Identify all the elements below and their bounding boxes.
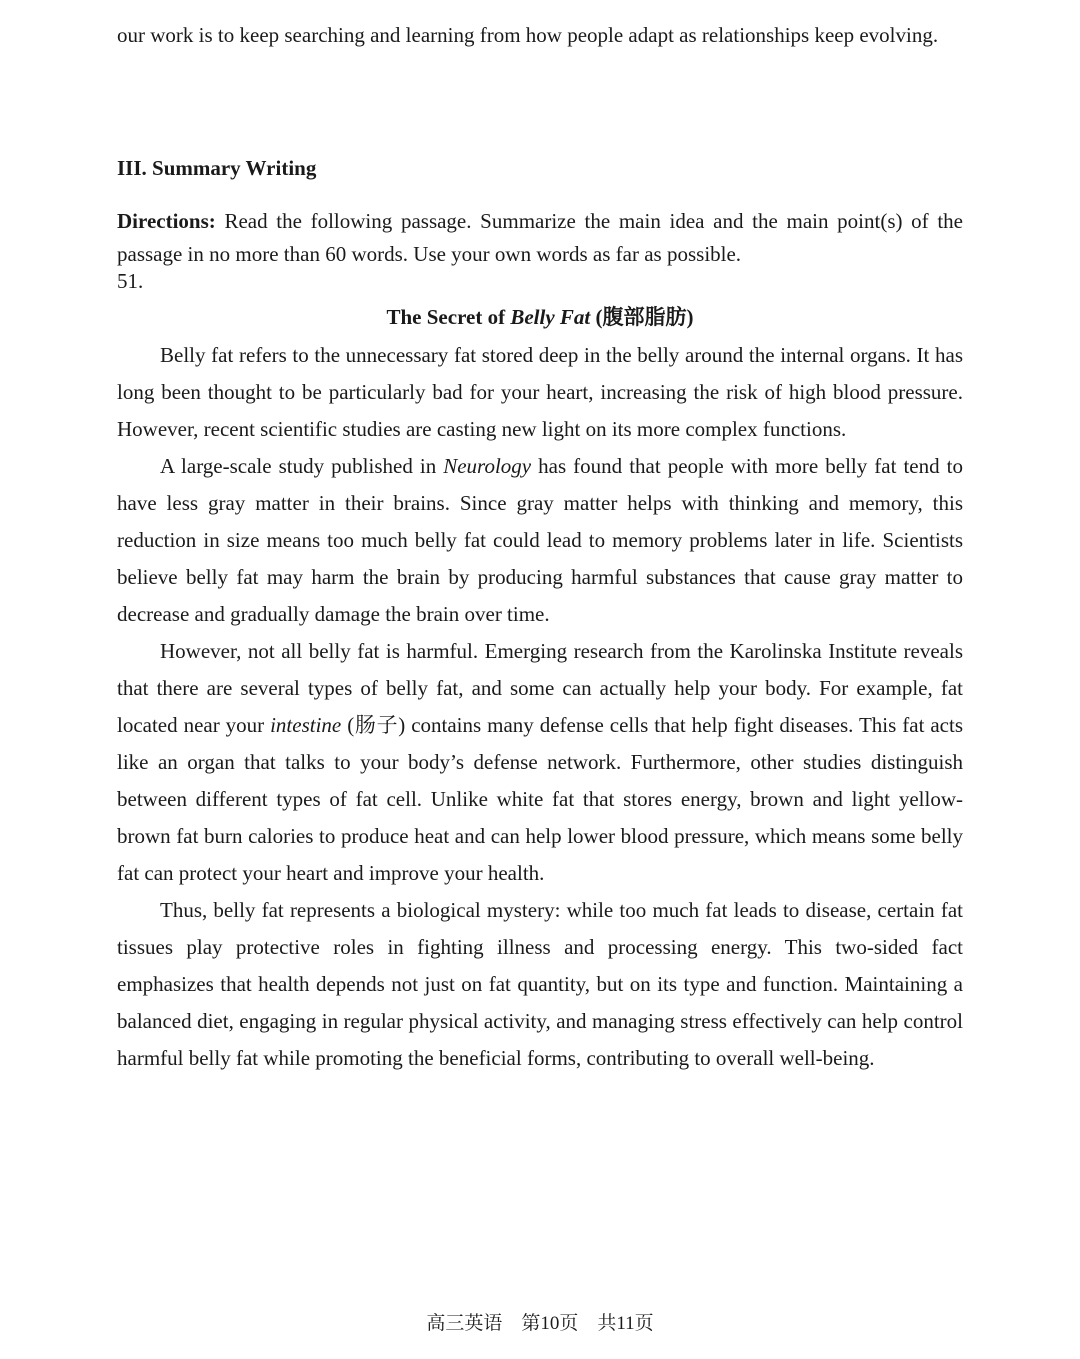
passage-title	[117, 300, 963, 334]
directions	[117, 205, 963, 271]
p2-italic: Neurology	[443, 454, 532, 478]
passage-body	[117, 337, 963, 1077]
directions-text: Read the following passage. Summarize the main idea and the main point(s) of the passage in no more than 60 words. Use your own words as far as possible.	[117, 209, 963, 266]
title-prefix: The Secret of	[386, 305, 511, 329]
p3-text-b: (肠子) contains many defense cells that help fight diseases. This fat acts like an organ that talks to your body’s defense network. Furthermore, other studies distinguish between different types of fat cell. Unlike white fat that stores energy, brown and light yellow-brown fat burn calories to produce heat and can help lower blood pressure, which means some belly fat can protect your heart and improve your health.	[117, 713, 963, 885]
question-number: 51.	[117, 269, 144, 293]
p2-text-b: has found that people with more belly fat tend to have less gray matter in their brains. Since gray matter helps with thinking and memory, this reduction in size means too much belly fat could lead to memory problems later in life. Scientists believe belly fat may harm the brain by producing harmful substances that cause gray matter to decrease and gradually damage the brain over time.	[117, 454, 963, 626]
passage-paragraph-4: Thus, belly fat represents a biological mystery: while too much fat leads to disease, certain fat tissues play protective roles in fighting illness and processing energy. This two-sided fact emphasizes that health depends not just on fat quantity, but on its type and function. Maintaining a balanced diet, engaging in regular physical activity, and managing stress effectively can help control harmful belly fat while promoting the beneficial forms, contributing to overall well-being.	[117, 898, 963, 1070]
continuation-paragraph: our work is to keep searching and learning from how people adapt as relationships keep evolving.	[117, 23, 939, 47]
page-footer: 高三英语 第10页 共11页	[426, 1313, 654, 1334]
section-title: III. Summary Writing	[117, 156, 317, 180]
title-suffix: (腹部脂肪)	[590, 305, 694, 329]
directions-label: Directions:	[117, 209, 216, 233]
p3-italic: intestine	[270, 713, 342, 737]
p2-text-a: A large-scale study published in	[160, 454, 444, 478]
passage-paragraph-3	[117, 633, 963, 892]
passage-paragraph-2	[117, 448, 963, 633]
passage-paragraph-1: Belly fat refers to the unnecessary fat stored deep in the belly around the internal organs. It has long been thought to be particularly bad for your heart, increasing the risk of high blood pressure. However, recent scientific studies are casting new light on its more complex functions.	[117, 343, 963, 441]
p3-text-a: However, not all belly fat is harmful. Emerging research from the Karolinska Institute reveals that there are several types of belly fat, and some can actually help your body. For example, fat located near your	[117, 639, 963, 737]
title-italic: Belly Fat	[510, 305, 591, 329]
